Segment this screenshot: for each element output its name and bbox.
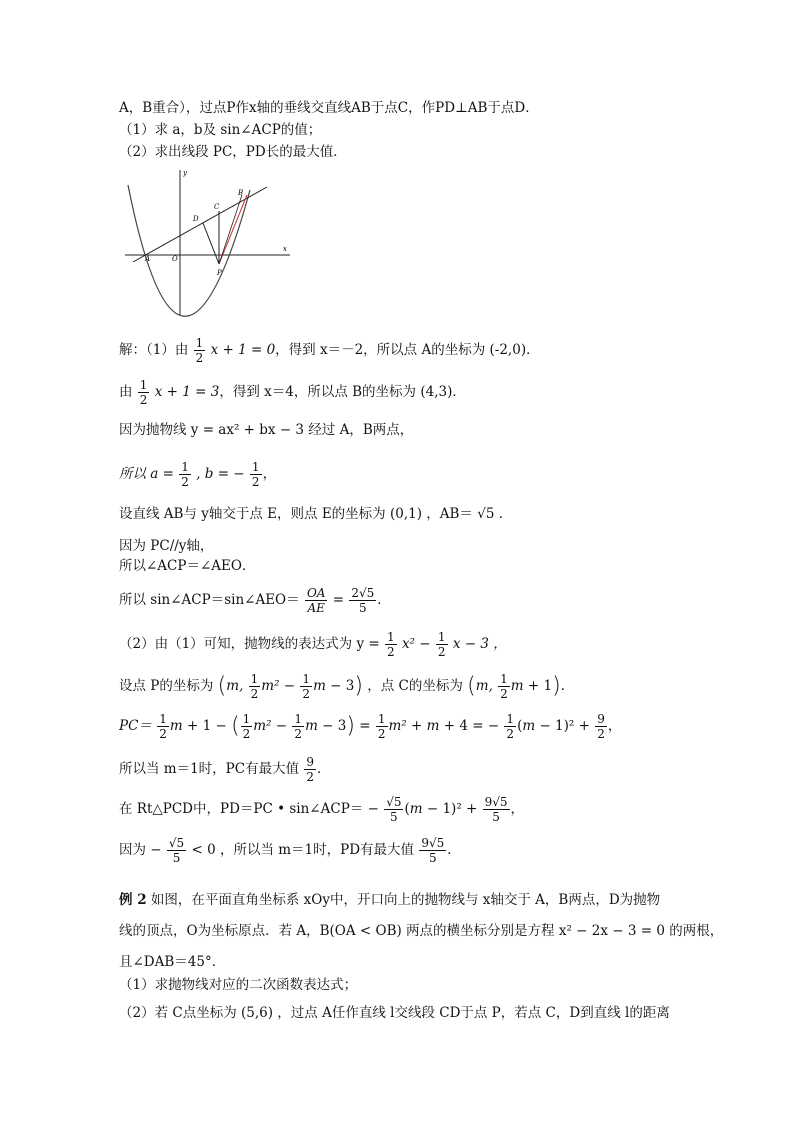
text-line: 在 Rt△PCD中，PD＝PC • sin∠ACP＝ − $\frac{√5}{5}$ (m − 1)² + $\frac{9√5}{5}$ ，	[119, 795, 525, 824]
text-line: 例 2 如图，在平面直角坐标系 xOy中，开口向上的抛物线与 x轴交于 A，B两点，D为抛物	[119, 892, 661, 908]
text-line: 线的顶点，O为坐标原点．若 A，B(OA < OB) 两点的横坐标分别是方程 x² − 2x − 3 = 0 的两根，	[119, 923, 724, 939]
text-line: 所以当 m＝1时，PC有最大值 $\frac{9}{2}$ ．	[119, 755, 331, 784]
fig-label: x	[283, 245, 287, 253]
text-line: （2）求出线段 PC，PD长的最大值．	[119, 144, 347, 160]
text-line: （1）求 a，b及 sin∠ACP的值；	[119, 122, 322, 138]
text-line: 解：（1）由 $\frac{1}{2}$ x + 1 = 0，得到 x＝－2，所以点 A的坐标为 (-2,0)．	[119, 336, 540, 365]
text-line: 因为抛物线 y = ax² + bx − 3 经过 A，B两点，	[119, 422, 414, 438]
text-line: 且∠DAB＝45°．	[119, 954, 226, 970]
text-line: PC＝ $\frac{1}{2}$ m + 1 − ( $\frac{1}{2}$ m² − $\frac{1}{2}$ m − 3) = $\frac{1}{2}$ m² + m + 4 = − $\frac{1}{2}$ (m − 1)² + $\frac{9}{2}$ ，	[119, 712, 622, 741]
fig-label: D	[193, 215, 199, 223]
text-line: 由 $\frac{1}{2}$ x + 1 = 3，得到 x＝4，所以点 B的坐标为 (4,3)．	[119, 378, 466, 407]
text-line: 所以 a = $\frac{1}{2}$ , b = − $\frac{1}{2}$ ，	[119, 460, 277, 489]
text-line: A，B重合），过点P作x轴的垂线交直线AB于点C，作PD⊥AB于点D．	[119, 100, 539, 116]
text-line: 所以 sin∠ACP＝sin∠AEO＝ $\frac{OA}{AE}$ = $\frac{2√5}{5}$ ．	[119, 586, 391, 615]
fig-label: A	[145, 255, 151, 263]
fig-label: C	[214, 203, 220, 211]
text-line: 设点 P的坐标为 (m, $\frac{1}{2}$ m² − $\frac{1}{2}$ m − 3) ，点 C的坐标为 (m, $\frac{1}{2}$ m + 1)．	[119, 672, 575, 701]
fig-label: y	[183, 169, 187, 177]
text-line: 设直线 AB与 y轴交于点 E，则点 E的坐标为 (0,1) ，AB＝ √5 ．	[119, 506, 513, 522]
fig-label: B	[238, 189, 244, 197]
fig-label: O	[172, 255, 178, 263]
text-line: 因为 PC//y轴，	[119, 538, 214, 554]
text-line: （2）由（1）可知，抛物线的表达式为 y = $\frac{1}{2}$ x² − $\frac{1}{2}$ x − 3 ，	[119, 630, 507, 659]
text-line: 因为 − $\frac{√5}{5}$ < 0 ，所以当 m＝1时，PD有最大值 $\frac{9√5}{5}$ ．	[119, 836, 461, 865]
text-line: 所以∠ACP＝∠AEO．	[119, 558, 256, 574]
fig-label: P	[217, 269, 222, 277]
text-line: （2）若 C点坐标为 (5,6) ，过点 A任作直线 l交线段 CD于点 P，若点 C，D到直线 l的距离	[119, 1005, 670, 1021]
text-line: （1）求抛物线对应的二次函数表达式；	[119, 977, 358, 993]
parabola-figure	[125, 165, 295, 320]
